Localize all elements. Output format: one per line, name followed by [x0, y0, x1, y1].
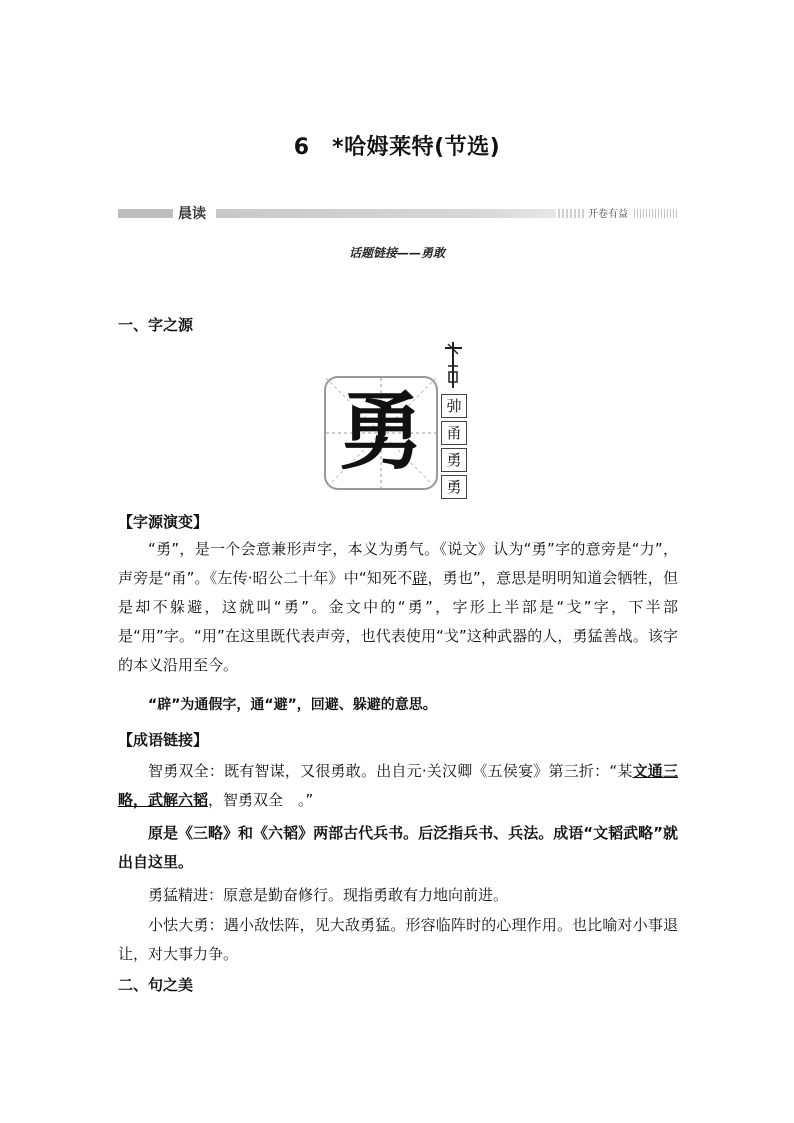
bracket-heading-idioms: 【成语链接】 [118, 731, 209, 749]
paragraph-origin [118, 535, 678, 680]
idiom-1-text: 智勇双全：既有智谋，又很勇敢。出自元·关汉卿《五侯宴》第三折：“某 [148, 762, 633, 780]
character-grid-box [324, 376, 438, 490]
underlined-char: 辟 [412, 569, 428, 587]
banner-label-morning-reading: 晨读 [178, 206, 206, 222]
paragraph-origin-rest: ，勇也”，意思是明明知道会牺牲，但是却不躲避，这就叫“勇”。金文中的“勇”，字形上半部是“戈”字，下半部是“用”字。“用”在这里既代表声旁，也代表使用“戈”这种武器的人，勇猛善战。该字的本义沿用至今。 [118, 569, 678, 674]
banner-bar-middle [216, 209, 556, 218]
paragraph-idiom-3: 小怯大勇：遇小敌怯阵，见大敌勇猛。形容临阵时的心理作用。也比喻对小事退让，对大事力争。 [118, 916, 678, 963]
page-title: 6 *哈姆莱特(节选) [293, 135, 501, 160]
paragraph-note: “辟”为通假字，通“避”，回避、躲避的意思。 [148, 697, 437, 713]
paragraph-idiom-note: 原是《三略》和《六韬》两部古代兵书。后泛指兵书、兵法。成语“文韬武略”就出自这里。 [118, 824, 678, 871]
evolution-glyph-2: 甬 [441, 421, 467, 445]
paragraph-origin-text: “勇”，是一个会意兼形声字，本义为勇气。《说文》认为“勇”字的意旁是“力”，声旁是“甬”。《左传·昭公二十年》中“知死不 [118, 540, 678, 587]
banner-dashes [558, 209, 586, 218]
section-banner [118, 206, 678, 220]
paragraph-idiom-1 [118, 757, 678, 815]
idiom-1-rest: ，智勇双全 。” [208, 791, 314, 809]
evolution-glyph-1: 𢎭 [441, 394, 467, 418]
paragraph-idiom-2: 勇猛精进：原意是勤奋修行。现指勇敢有力地向前进。 [148, 886, 509, 904]
evolution-glyph-3: 勇 [441, 448, 467, 472]
banner-bar-left [118, 209, 173, 218]
bracket-heading-origin: 【字源演变】 [118, 513, 209, 531]
banner-bar-right [634, 209, 678, 218]
topic-link: 话题链接——勇敢 [348, 246, 445, 260]
section-heading-1: 一、字之源 [118, 316, 194, 334]
evolution-glyph-4: 勇 [441, 475, 467, 499]
big-character: 勇 [338, 382, 423, 481]
section-heading-2: 二、句之美 [118, 976, 194, 994]
oracle-glyph-icon [440, 340, 470, 392]
banner-label-right: 开卷有益 [588, 209, 628, 220]
idiom-1-underlined: 文通三略，武解六韬 [118, 762, 678, 809]
